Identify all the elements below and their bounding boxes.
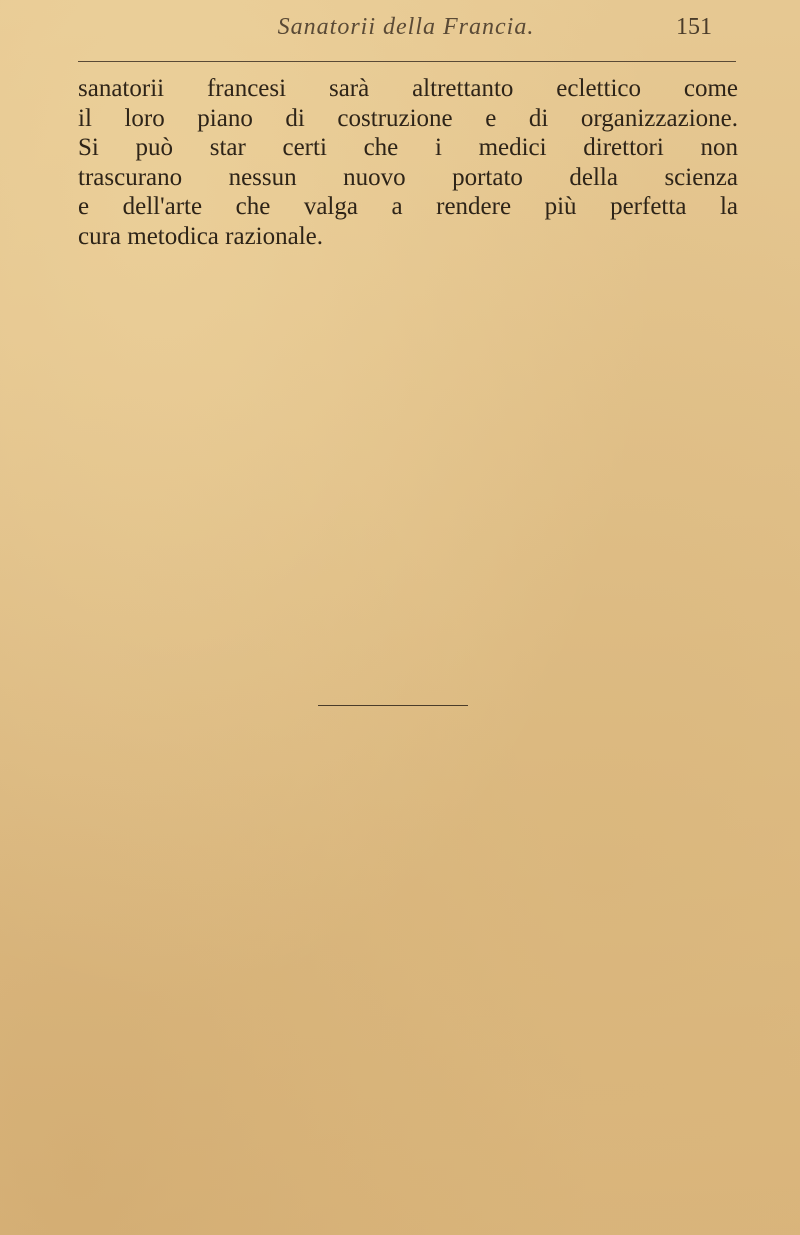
running-title: Sanatorii della Francia. — [277, 14, 535, 40]
running-head — [76, 14, 736, 48]
text-line: cura metodica razionale. — [78, 222, 323, 250]
page-number: 151 — [676, 14, 712, 40]
text-line: trascurano nessun nuovo portato della scienza — [78, 163, 738, 191]
header-rule — [78, 61, 736, 62]
section-end-rule — [318, 705, 468, 706]
text-line: il loro piano di costruzione e di organizzazione. — [78, 104, 738, 132]
text-line: sanatorii francesi sarà altrettanto eclettico come — [78, 75, 738, 102]
text-line: Si può star certi che i medici direttori non — [78, 134, 738, 161]
body-paragraph — [78, 74, 738, 251]
text-line: e dell'arte che valga a rendere più perfetta la — [78, 193, 738, 220]
